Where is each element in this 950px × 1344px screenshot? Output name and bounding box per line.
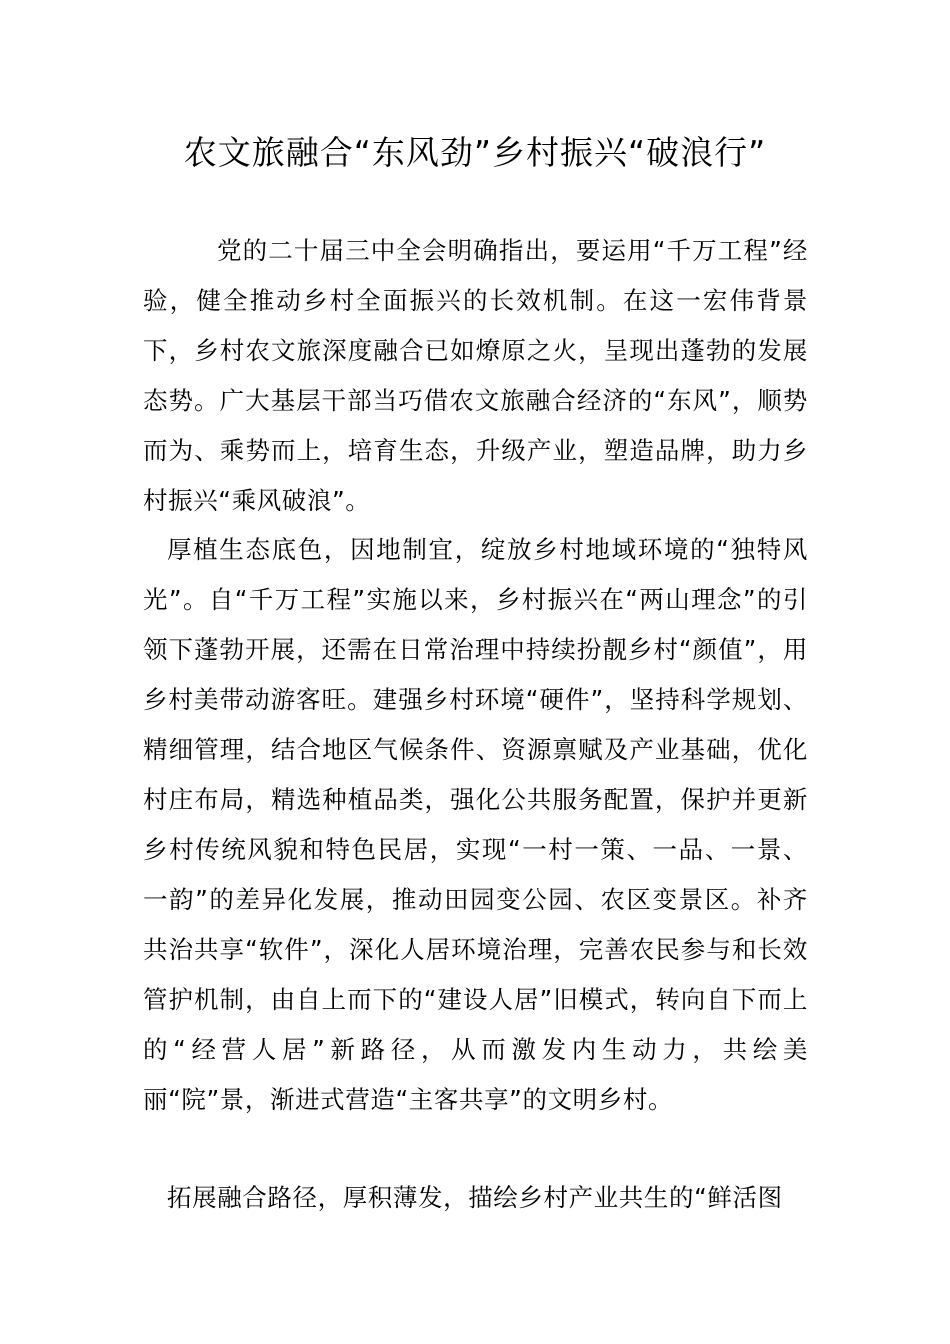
paragraph-integration: 拓展融合路径，厚积薄发，描绘乡村产业共生的“鲜活图 <box>167 1183 783 1212</box>
document-title: 农文旅融合“东风劲”乡村振兴“破浪行” <box>183 133 767 172</box>
paragraph-ecology: 厚植生态底色，因地制宜，绽放乡村地域环境的“独特风光”。自“千万工程”实施以来，乡村振兴在“两山理念”的引领下蓬勃开展，还需在日常治理中持续扮靓乡村“颜值”，用乡村美带动游客旺。建强乡村环境“硬件”，坚持科学规划、精细管理，结合地区气候条件、资源禀赋及产业基础，优化村庄布局，精选种植品类，强化公共服务配置，保护并更新乡村传统风貌和特色民居，实现“一村一策、一品、一景、一韵”的差异化发展，推动田园变公园、农区变景区。补齐共治共享“软件”，深化人居环境治理，完善农民参与和长效管护机制，由自上而下的“建设人居”旧模式，转向自下而上的“经营人居”新路径，从而激发内生动力，共绘美丽“院”景，渐进式营造“主客共享”的文明乡村。 <box>143 535 808 1114</box>
paragraph-intro: 党的二十届三中全会明确指出，要运用“千万工程”经验，健全推动乡村全面振兴的长效机制。在这一宏伟背景下，乡村农文旅深度融合已如燎原之火，呈现出蓬勃的发展态势。广大基层干部当巧借农文旅融合经济的“东风”，顺势而为、乘势而上，培育生态，升级产业，塑造品牌，助力乡村振兴“乘风破浪”。 <box>143 236 808 515</box>
